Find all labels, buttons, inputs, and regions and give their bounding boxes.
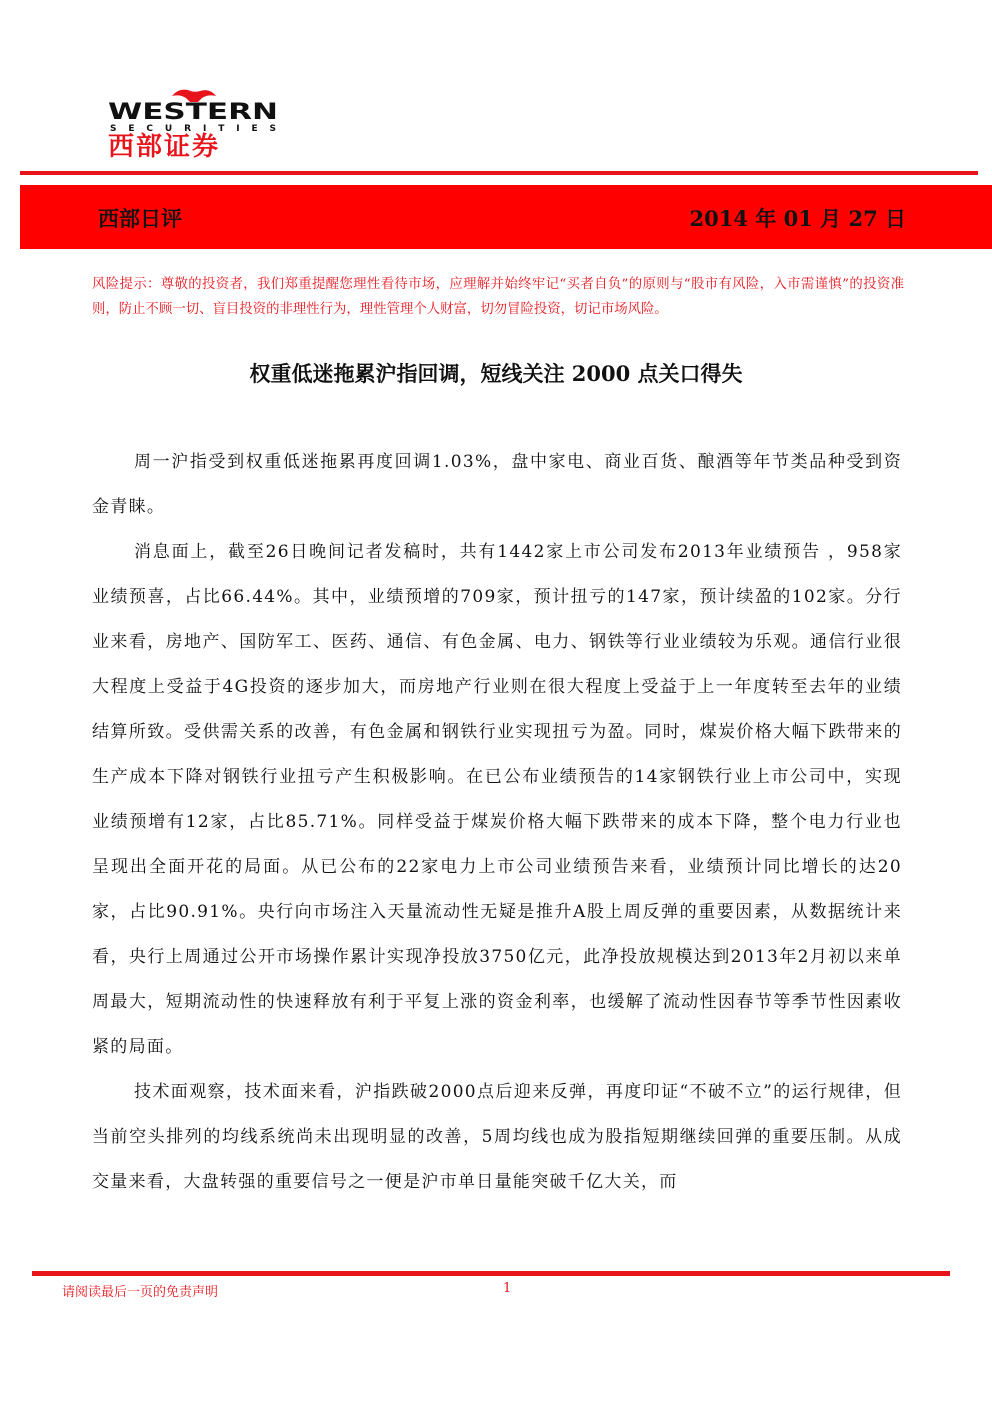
article-title: 权重低迷拖累沪指回调，短线关注 2000 点关口得失 (249, 361, 743, 386)
logo-brand-sub: SECURITIES (110, 124, 276, 134)
article-body (92, 440, 902, 1205)
risk-notice: 风险提示：尊敬的投资者，我们郑重提醒您理性看待市场，应理解并始终牢记“买者自负”的原则与“股市有风险，入市需谨慎”的投资准则，防止不顾一切、盲目投资的非理性行为，理性管理个人财富，切勿冒险投资，切记市场风险。 (92, 277, 904, 317)
disclaimer-note: 请阅读最后一页的免责声明 (62, 1285, 219, 1300)
footer-rule (32, 1271, 950, 1276)
company-logo (108, 86, 280, 166)
logo-brand-cn: 西部证券 (108, 132, 221, 162)
paragraph: 消息面上，截至26日晚间记者发稿时，共有1442家上市公司发布2013年业绩预告 ，958家业绩预喜，占比66.44%。其中，业绩预增的709家，预计扭亏的147家，预计续盈的102家。分行业来看，房地产、国防军工、医药、通信、有色金属、电力、钢铁等行业业绩较为乐观。通信行业很大程度上受益于4G投资的逐步加大，而房地产行业则在很大程度上受益于上一年度转至去年的业绩结算所致。受供需关系的改善，有色金属和钢铁行业实现扭亏为盈。同时，煤炭价格大幅下跌带来的生产成本下降对钢铁行业扭亏产生积极影响。在已公布业绩预告的14家钢铁行业上市公司中，实现业绩预增有12家，占比85.71%。同样受益于煤炭价格大幅下跌带来的成本下降，整个电力行业也呈现出全面开花的局面。从已公布的22家电力上市公司业绩预告来看，业绩预计同比增长的达20家，占比90.91%。央行向市场注入天量流动性无疑是推升A股上周反弹的重要因素，从数据统计来看，央行上周通过公开市场操作累计实现净投放3750亿元，此净投放规模达到2013年2月初以来单周最大，短期流动性的快速释放有利于平复上涨的资金利率，也缓解了流动性因春节等季节性因素收紧的局面。 (92, 542, 902, 1057)
header-banner (20, 185, 992, 249)
page-number: 1 (503, 1281, 512, 1296)
bull-horn-logo-icon (108, 86, 280, 134)
paragraph: 技术面观察，技术面来看，沪指跌破2000点后迎来反弹，再度印证“不破不立”的运行规律，但当前空头排列的均线系统尚未出现明显的改善，5周均线也成为股指短期继续回弹的重要压制。从成交量来看，大盘转强的重要信号之一便是沪市单日量能突破千亿大关，而 (92, 1082, 902, 1192)
report-type: 西部日评 (98, 206, 182, 231)
logo-brand-en: WESTERN (108, 100, 278, 125)
report-date: 2014 年 01 月 27 日 (689, 206, 906, 231)
header-rule (20, 171, 978, 175)
paragraph: 周一沪指受到权重低迷拖累再度回调1.03%，盘中家电、商业百货、酿酒等年节类品种受到资金青睐。 (92, 452, 902, 517)
